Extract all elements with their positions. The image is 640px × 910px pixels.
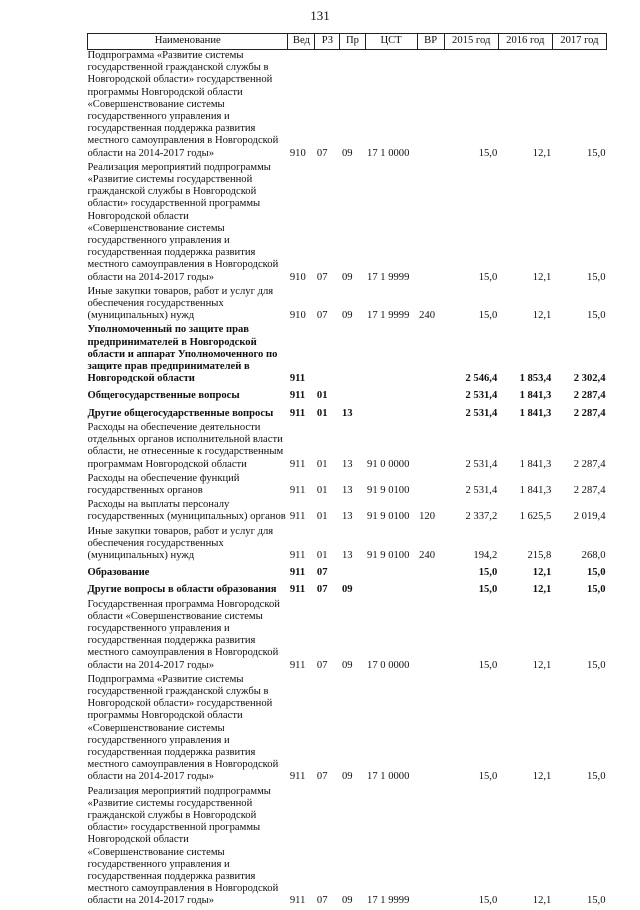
- cell-rz: 07: [316, 895, 328, 907]
- cell-vr: [417, 599, 444, 674]
- cell-y2015: 2 531,4: [465, 407, 498, 419]
- table-row: [88, 499, 607, 525]
- cell-vr: [417, 405, 444, 422]
- table-body: [88, 50, 607, 910]
- cell-y2015: 2 531,4: [465, 458, 498, 470]
- cell-cst: [365, 564, 417, 581]
- cell-rz: 01: [316, 511, 328, 523]
- table-row: [88, 405, 607, 422]
- cell-ved: 911: [289, 771, 306, 783]
- cell-y2017: 15,0: [586, 895, 606, 907]
- table-row: [88, 422, 607, 473]
- cell-y2016: 1 841,3: [519, 407, 552, 419]
- cell-y2016: 1 625,5: [519, 511, 552, 523]
- cell-pr: 09: [341, 659, 353, 671]
- table-row: [88, 50, 607, 162]
- cell-ved: 911: [289, 584, 306, 596]
- cell-name: Уполномоченный по защите прав предпринимателей в Новгородской области и аппарат Уполномоченного по защите прав предпринимателей в Новгородской области: [87, 324, 278, 385]
- cell-y2017: 15,0: [586, 271, 606, 283]
- table-row: [88, 387, 607, 404]
- cell-rz: 07: [316, 584, 328, 596]
- cell-y2017: 2 287,4: [573, 390, 606, 402]
- cell-ved: 910: [289, 271, 306, 283]
- table-row: [88, 599, 607, 674]
- cell-rz: 01: [316, 458, 328, 470]
- cell-vr: [417, 387, 444, 404]
- cell-rz: 01: [316, 390, 328, 402]
- cell-pr: 09: [341, 895, 353, 907]
- cell-vr: [417, 473, 444, 499]
- cell-name: Образование: [87, 567, 150, 579]
- cell-cst: [365, 387, 417, 404]
- cell-vr: 120: [419, 511, 435, 523]
- cell-rz: 07: [316, 771, 328, 783]
- cell-ved: 911: [289, 895, 306, 907]
- cell-name: Подпрограмма «Развитие системы государственной гражданской службы в Новгородской области» государственной программы Новгородской области «Совершенствование системы государственного управления и государственная поддержка развития местного самоуправления в Новгородской области на 2014-2017 годы»: [87, 50, 279, 159]
- cell-y2015: 2 531,4: [465, 390, 498, 402]
- cell-cst: 17 1 9999: [367, 310, 410, 322]
- cell-cst: 17 0 0000: [367, 659, 410, 671]
- cell-vr: [417, 581, 444, 598]
- cell-rz: 01: [316, 407, 328, 419]
- cell-y2017: 15,0: [586, 584, 606, 596]
- cell-ved: 911: [289, 567, 306, 579]
- cell-y2015: 2 546,4: [465, 373, 498, 385]
- cell-cst: 17 1 0000: [367, 771, 410, 783]
- cell-name: Реализация мероприятий подпрограммы «Развитие системы государственной гражданской службы в Новгородской области» государственной программы Новгородской области «Совершенствование системы государственного управления и государственная поддержка развития местного самоуправления в Новгородской области на 2014-2017 годы»: [87, 161, 279, 283]
- cell-ved: 911: [289, 407, 306, 419]
- header-2016: 2016 год: [498, 34, 552, 50]
- cell-rz: 01: [316, 484, 328, 496]
- cell-y2016: 12,1: [532, 771, 552, 783]
- cell-rz: 07: [316, 659, 328, 671]
- cell-name: Иные закупки товаров, работ и услуг для обеспечения государственных (муниципальных) нужд: [87, 285, 274, 322]
- cell-y2016: 1 841,3: [519, 390, 552, 402]
- cell-pr: 13: [341, 407, 353, 419]
- cell-pr: [340, 324, 365, 387]
- header-pr: Пр: [340, 34, 365, 50]
- cell-y2016: 1 853,4: [519, 373, 552, 385]
- cell-cst: 17 1 9999: [367, 895, 410, 907]
- cell-ved: 911: [289, 373, 306, 385]
- cell-vr: [417, 786, 444, 910]
- header-ved: Вед: [288, 34, 315, 50]
- cell-vr: [417, 422, 444, 473]
- page-number: 131: [310, 8, 330, 23]
- cell-y2016: 1 841,3: [519, 484, 552, 496]
- cell-y2017: 15,0: [586, 659, 606, 671]
- table-row: [88, 324, 607, 387]
- cell-y2016: 12,1: [532, 584, 552, 596]
- cell-pr: 09: [341, 584, 353, 596]
- cell-y2017: 15,0: [586, 310, 606, 322]
- table-row: [88, 526, 607, 565]
- cell-y2017: 15,0: [586, 567, 606, 579]
- cell-rz: [315, 324, 340, 387]
- cell-vr: [417, 324, 444, 387]
- cell-y2015: 2 337,2: [465, 511, 498, 523]
- table-row: [88, 674, 607, 786]
- cell-rz: 07: [316, 271, 328, 283]
- cell-name: Общегосударственные вопросы: [87, 390, 240, 402]
- cell-name: Другие вопросы в области образования: [87, 584, 277, 596]
- table-row: [88, 564, 607, 581]
- cell-name: Расходы на выплаты персоналу государственных (муниципальных) органов: [87, 499, 286, 523]
- table-row: [88, 473, 607, 499]
- cell-y2016: 12,1: [532, 895, 552, 907]
- cell-cst: 91 9 0100: [367, 484, 410, 496]
- cell-y2016: 12,1: [532, 271, 552, 283]
- cell-cst: 91 0 0000: [367, 458, 410, 470]
- cell-y2017: 2 302,4: [573, 373, 606, 385]
- cell-pr: 13: [341, 549, 353, 561]
- cell-cst: 91 9 0100: [367, 549, 410, 561]
- cell-name: Подпрограмма «Развитие системы государственной гражданской службы в Новгородской области» государственной программы Новгородской области «Совершенствование системы государственного управления и государственная поддержка развития местного самоуправления в Новгородской области на 2014-2017 годы»: [87, 673, 279, 783]
- table-row: [88, 162, 607, 286]
- cell-rz: 07: [316, 310, 328, 322]
- table-row: [88, 786, 607, 910]
- cell-y2015: 15,0: [478, 147, 498, 159]
- cell-y2015: 15,0: [478, 567, 498, 579]
- cell-ved: 911: [289, 659, 306, 671]
- cell-vr: [417, 674, 444, 786]
- table-row: [88, 286, 607, 325]
- cell-name: Расходы на обеспечение функций государственных органов: [87, 472, 240, 496]
- cell-y2017: 2 287,4: [573, 484, 606, 496]
- cell-name: Расходы на обеспечение деятельности отдельных органов исполнительной власти области, не отнесенные к государственным программам Новгородской области: [87, 421, 284, 470]
- cell-cst: 17 1 9999: [367, 271, 410, 283]
- cell-y2015: 15,0: [478, 895, 498, 907]
- cell-cst: 17 1 0000: [367, 147, 410, 159]
- header-vr: ВР: [417, 34, 444, 50]
- cell-y2016: 12,1: [532, 567, 552, 579]
- cell-vr: [417, 564, 444, 581]
- cell-ved: 910: [289, 147, 306, 159]
- budget-table: [87, 33, 607, 910]
- cell-vr: [417, 50, 444, 162]
- cell-ved: 910: [289, 310, 306, 322]
- cell-pr: 09: [341, 271, 353, 283]
- header-rz: РЗ: [315, 34, 340, 50]
- cell-cst: [365, 324, 417, 387]
- cell-y2015: 15,0: [478, 310, 498, 322]
- cell-rz: 07: [316, 567, 328, 579]
- table-row: [88, 581, 607, 598]
- cell-y2017: 15,0: [586, 147, 606, 159]
- cell-y2016: 1 841,3: [519, 458, 552, 470]
- cell-y2017: 2 287,4: [573, 407, 606, 419]
- cell-y2016: 12,1: [532, 659, 552, 671]
- cell-y2017: 2 019,4: [573, 511, 606, 523]
- cell-pr: 13: [341, 458, 353, 470]
- cell-y2017: 268,0: [581, 549, 606, 561]
- cell-pr: [340, 387, 365, 404]
- cell-y2015: 194,2: [473, 549, 498, 561]
- cell-ved: 911: [289, 458, 306, 470]
- header-2017: 2017 год: [552, 34, 606, 50]
- cell-pr: 09: [341, 147, 353, 159]
- cell-ved: 911: [289, 390, 306, 402]
- cell-name: Иные закупки товаров, работ и услуг для обеспечения государственных (муниципальных) нужд: [87, 525, 274, 561]
- cell-pr: 13: [341, 511, 353, 523]
- cell-rz: 01: [316, 549, 328, 561]
- cell-name: Государственная программа Новгородской области «Совершенствование системы государственного управления и государственная поддержка развития местного самоуправления в Новгородской области на 2014-2017 годы»: [87, 598, 280, 671]
- cell-cst: [365, 581, 417, 598]
- cell-ved: 911: [289, 511, 306, 523]
- cell-y2015: 15,0: [478, 271, 498, 283]
- cell-vr: 240: [419, 549, 435, 561]
- cell-ved: 911: [289, 549, 306, 561]
- cell-y2015: 15,0: [478, 659, 498, 671]
- cell-ved: 911: [289, 484, 306, 496]
- cell-vr: 240: [419, 310, 435, 322]
- table-header: [88, 34, 607, 50]
- cell-y2015: 15,0: [478, 584, 498, 596]
- header-name: Наименование: [88, 34, 288, 50]
- cell-y2016: 215,8: [527, 549, 552, 561]
- cell-pr: [340, 564, 365, 581]
- cell-pr: 09: [341, 771, 353, 783]
- cell-pr: 13: [341, 484, 353, 496]
- cell-rz: 07: [316, 147, 328, 159]
- cell-y2016: 12,1: [532, 310, 552, 322]
- cell-y2015: 15,0: [478, 771, 498, 783]
- cell-pr: 09: [341, 310, 353, 322]
- header-2015: 2015 год: [444, 34, 498, 50]
- cell-cst: [365, 405, 417, 422]
- cell-vr: [417, 162, 444, 286]
- cell-cst: 91 9 0100: [367, 511, 410, 523]
- cell-y2017: 15,0: [586, 771, 606, 783]
- cell-y2016: 12,1: [532, 147, 552, 159]
- cell-name: Реализация мероприятий подпрограммы «Развитие системы государственной гражданской службы в Новгородской области» государственной программы Новгородской области «Совершенствование системы государственного управления и государственная поддержка развития местного самоуправления в Новгородской области на 2014-2017 годы»: [87, 785, 279, 907]
- cell-y2017: 2 287,4: [573, 458, 606, 470]
- cell-y2015: 2 531,4: [465, 484, 498, 496]
- cell-name: Другие общегосударственные вопросы: [87, 407, 274, 419]
- header-cst: ЦСТ: [365, 34, 417, 50]
